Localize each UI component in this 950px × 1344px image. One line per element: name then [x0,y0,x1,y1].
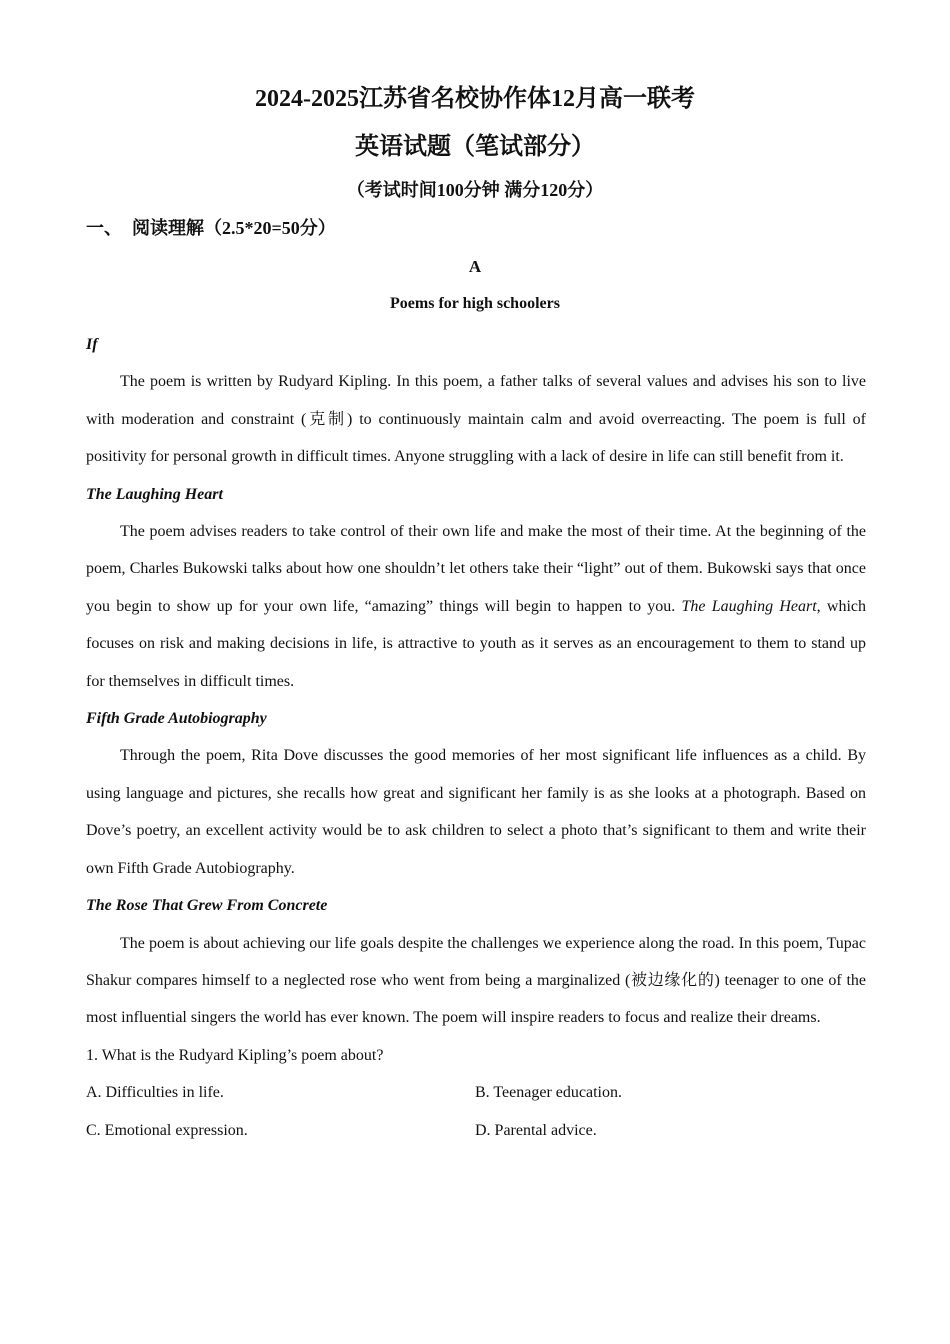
poem-description-fifth-grade: Through the poem, Rita Dove discusses the good memories of her most significant life influences as a child. By using language and pictures, she recalls how great and significant her family is as she looks at a photograph. Based on Dove’s poetry, an excellent activity would be to ask children to select a photo that’s significant to them and write their own Fifth Grade Autobiography. [86,747,866,877]
poem-description-laughing-heart [86,513,866,700]
description-text: The poem advises readers to take control of their own life and make the most of their time. At the beginning of the poem, Charles Bukowski talks about how one shouldn’t let others take their “light” out of them. Bukowski says that once you begin to show up for your own life, “amazing” things will begin to happen to you. [86,523,866,615]
poem-description-if: The poem is written by Rudyard Kipling. In this poem, a father talks of several values and advises his son to live with moderation and constraint (克制) to continuously maintain calm and avoid overreacting. The poem is full of positivity for personal growth in difficult times. Anyone struggling with a lack of desire in life can still benefit from it. [86,373,866,466]
description-text: , which focuses on risk and making decisions in life, is attractive to youth as it serves as an encouragement to them to stand up for themselves in difficult times. [86,597,866,690]
option-a: A. Difficulties in life. [86,1084,224,1102]
question-options [86,1074,866,1149]
poem-description-rose: The poem is about achieving our life goals despite the challenges we experience along the road. In this poem, Tupac Shakur compares himself to a neglected rose who went from being a marginalized (被边缘化的) teenager to one of the most influential singers the world has ever known. The poem will inspire readers to focus and realize their dreams. [86,934,866,1027]
poem-title-reference: The Laughing Heart [681,597,817,615]
poem-title-if: If [86,336,98,353]
exam-subject-title: 英语试题（笔试部分） [355,134,595,160]
section-number: 一、 [86,218,122,238]
option-b: B. Teenager education. [475,1084,622,1102]
poem-title-rose: The Rose That Grew From Concrete [86,897,328,915]
exam-time-score: （考试时间100分钟 满分120分） [346,180,604,200]
poem-title-laughing-heart: The Laughing Heart [86,485,223,503]
passage-letter: A [468,257,482,276]
exam-title: 2024-2025江苏省名校协作体12月高一联考 [255,86,695,112]
passage-content [86,326,866,1149]
section-heading [86,216,336,240]
passage-title: Poems for high schoolers [390,295,560,312]
option-d: D. Parental advice. [475,1121,597,1139]
poem-title-fifth-grade: Fifth Grade Autobiography [86,710,267,728]
option-c: C. Emotional expression. [86,1121,248,1139]
section-title: 阅读理解（2.5*20=50分） [132,218,336,238]
question-stem: 1. What is the Rudyard Kipling’s poem about? [86,1046,384,1064]
